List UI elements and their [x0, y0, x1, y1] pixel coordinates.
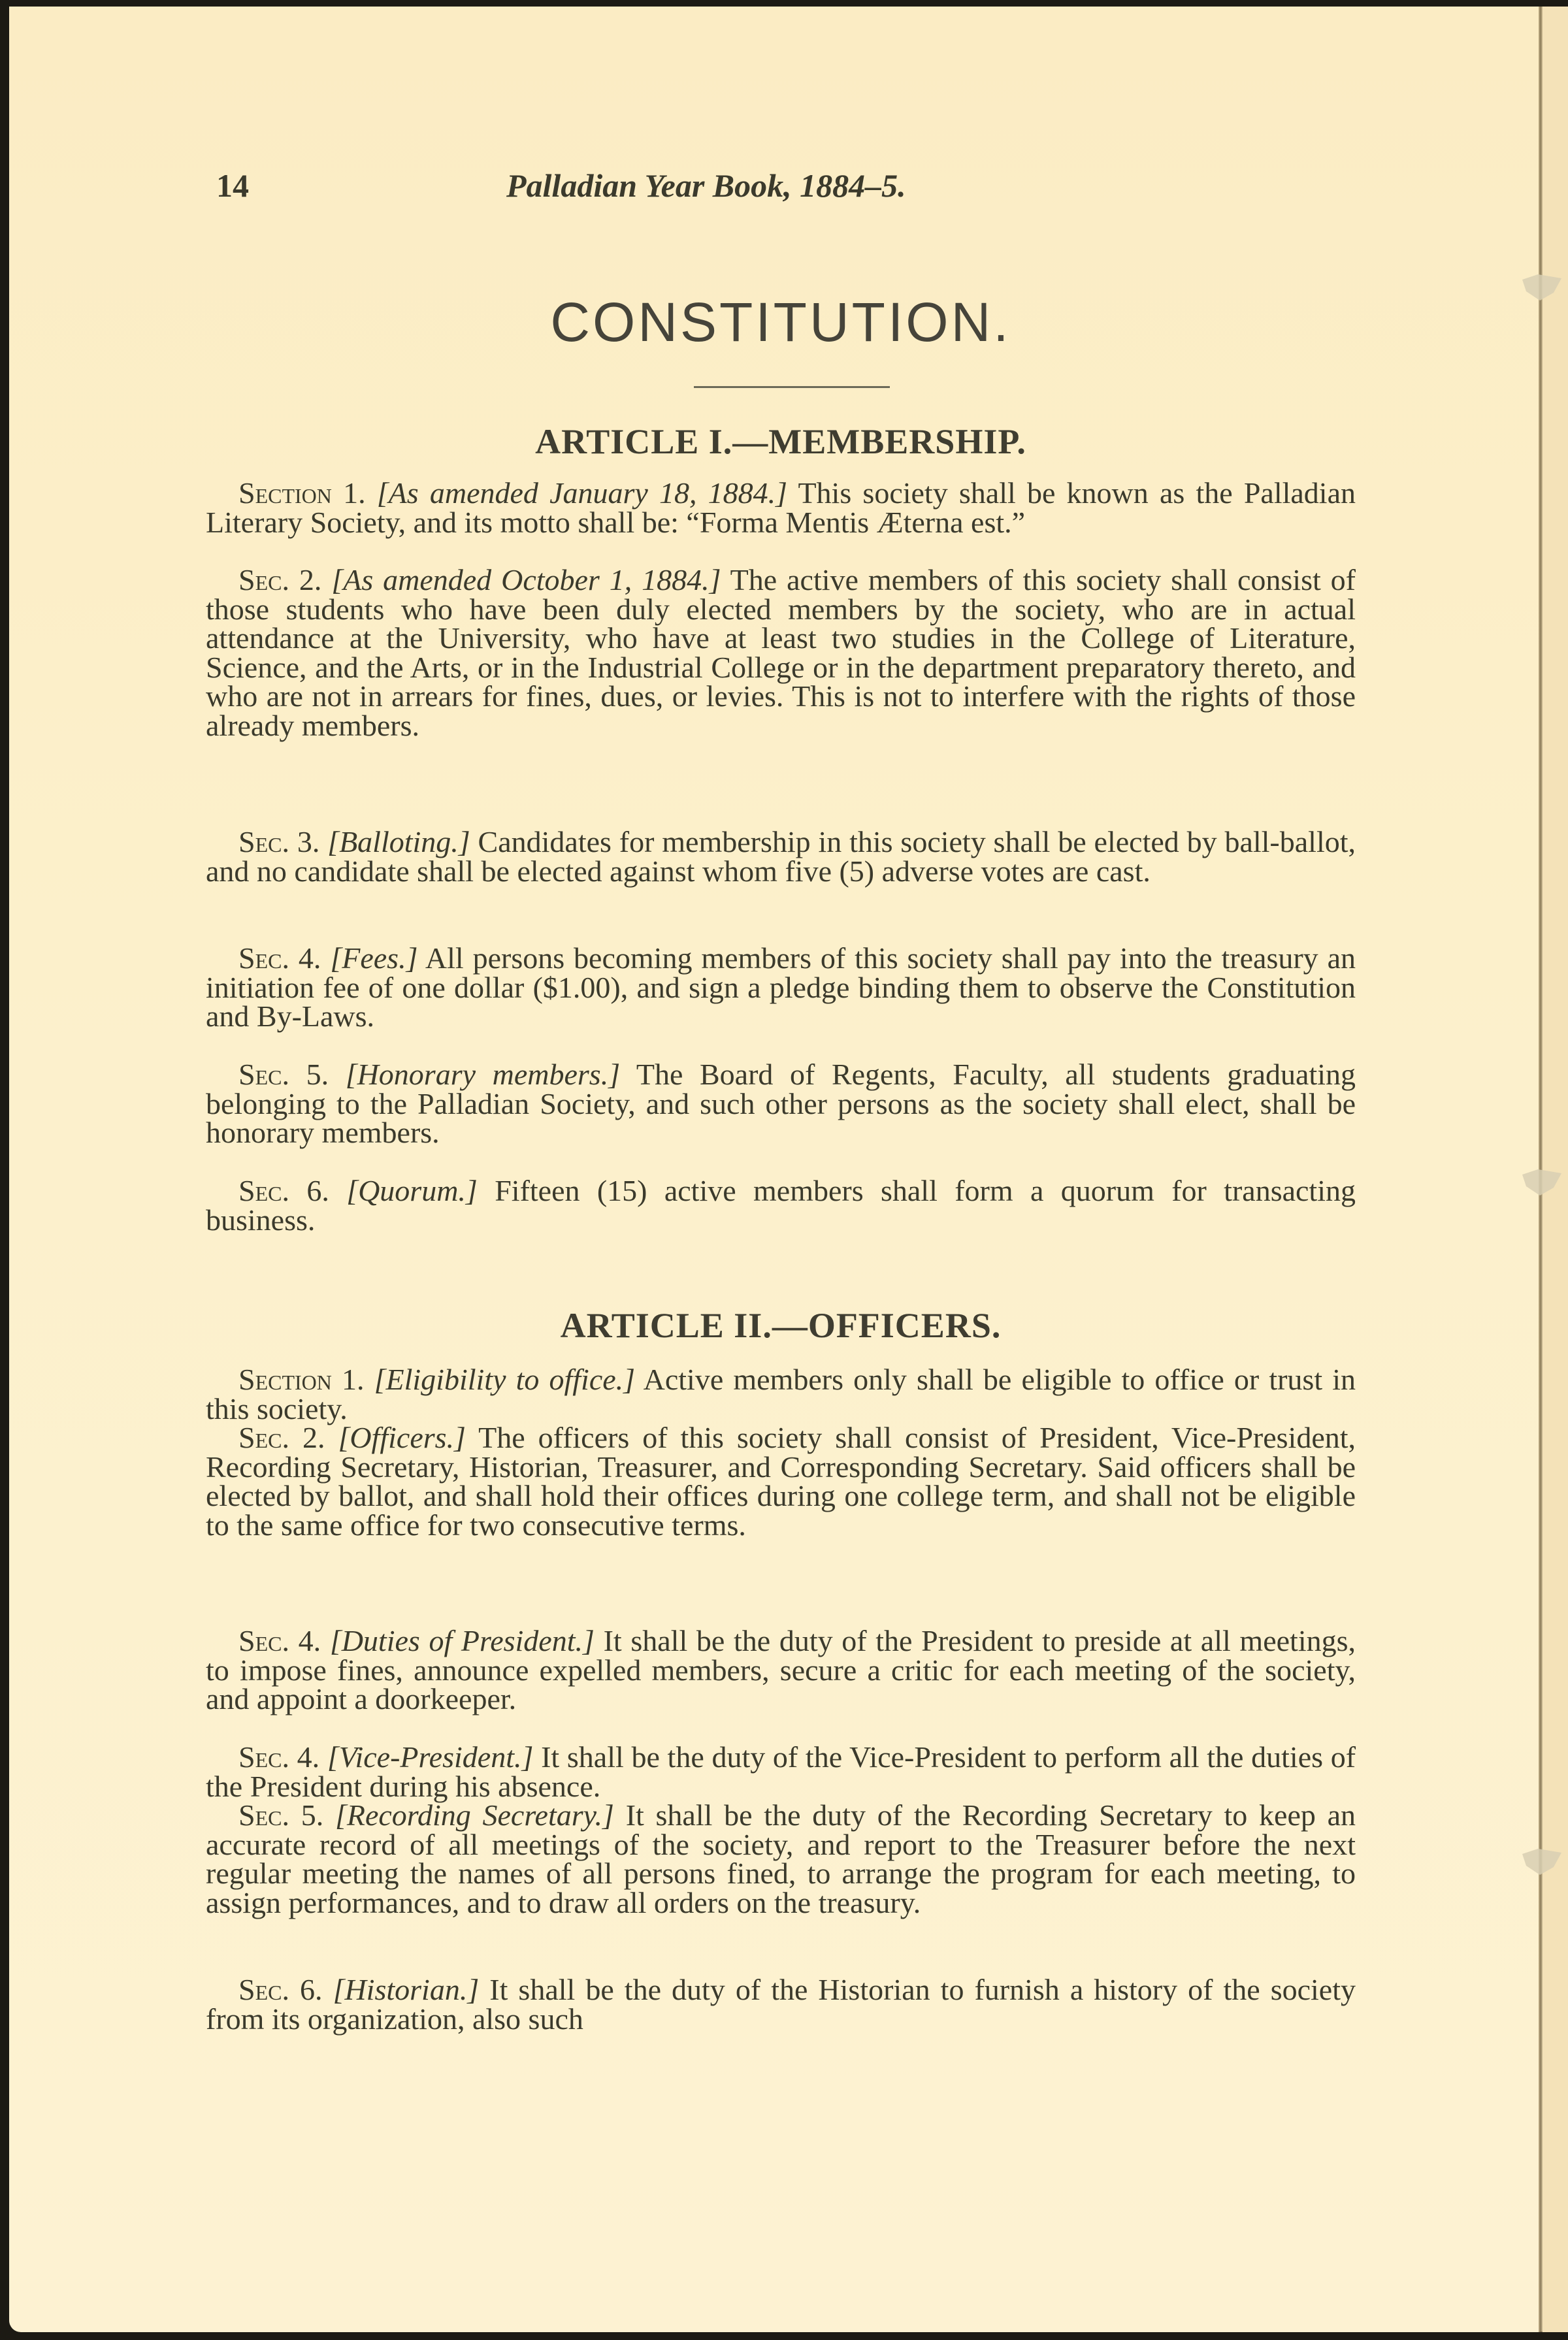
section-text: It shall be the duty of the President to preside at all meetings, to impose fines, announce expelled members, secure a critic for each meeting of the society, and appoint a doorkeeper. — [206, 1624, 1356, 1715]
section-note: [Fees.] — [330, 941, 418, 975]
section-text: It shall be the duty of the Historian to furnish a history of the society from its organization, also such — [206, 1973, 1356, 2036]
article-1-section-2 — [206, 563, 1356, 742]
article-2-section-4-president — [206, 1624, 1356, 1715]
running-title: Palladian Year Book, 1884–5. — [506, 167, 906, 204]
document-title: CONSTITUTION. — [550, 291, 1011, 353]
section-note: [Quorum.] — [346, 1174, 478, 1207]
article-1-section-5 — [206, 1060, 1356, 1148]
title-rule — [694, 386, 890, 388]
article-2-section-1 — [206, 1365, 1356, 1423]
section-text: Active members only shall be eligible to office or trust in this society. — [206, 1363, 1356, 1425]
section-text: The officers of this society shall consist of President, Vice-President, Recording Secretary, Historian, Treasurer, and Corresponding Secretary. Said officers shall be elected by ballot, and shall hold their offices during one college term, and shall not be eligible to the same office for two consecutive terms. — [206, 1421, 1356, 1542]
section-note: [Eligibility to office.] — [374, 1363, 636, 1396]
article-1-section-4 — [206, 941, 1356, 1033]
section-label: Section 1. — [238, 1363, 365, 1396]
section-note: [Vice-President.] — [327, 1740, 534, 1774]
article-1-section-6 — [206, 1174, 1356, 1237]
section-text: It shall be the duty of the Vice-President to perform all the duties of the President during his absence. — [206, 1740, 1356, 1803]
section-note: [As amended October 1, 1884.] — [331, 563, 721, 596]
section-text: Fifteen (15) active members shall form a quorum for transacting business. — [206, 1174, 1356, 1237]
article-2-section-4-vice-president — [206, 1740, 1356, 1803]
section-text: Candidates for membership in this society shall be elected by ball-ballot, and no candidate shall be elected against whom five (5) adverse votes are cast. — [206, 825, 1356, 888]
section-note: [Officers.] — [338, 1421, 466, 1454]
section-text: It shall be the duty of the Recording Secretary to keep an accurate record of all meetings of the society, and report to the Treasurer before the next regular meeting the names of all persons fined, to arrange the program for each meeting, to assign performances, and to draw all orders on the treasury. — [206, 1798, 1356, 1919]
section-label: Sec. 2. — [238, 1421, 325, 1454]
section-label: Section 1. — [238, 476, 366, 510]
section-note: [Balloting.] — [327, 825, 470, 858]
article-heading: ARTICLE II.—OFFICERS. — [560, 1306, 1002, 1345]
section-note: [Honorary members.] — [345, 1058, 621, 1091]
section-label: Sec. 4. — [238, 941, 321, 975]
article-heading: ARTICLE I.—MEMBERSHIP. — [535, 422, 1026, 461]
section-note: [As amended January 18, 1884.] — [376, 476, 788, 510]
section-label: Sec. 6. — [238, 1973, 323, 2006]
section-label: Sec. 5. — [238, 1058, 329, 1091]
section-label: Sec. 3. — [238, 825, 320, 858]
facing-page-edge — [1543, 7, 1568, 2332]
section-note: [Duties of President.] — [329, 1624, 595, 1657]
article-1-section-3 — [206, 825, 1356, 888]
section-label: Sec. 4. — [238, 1740, 320, 1774]
section-label: Sec. 4. — [238, 1624, 321, 1657]
section-text: The active members of this society shall consist of those students who have been duly elected members by the society, who are in actual attendance at the University, who have at least two studies in the College of Literature, Science, and the Arts, or in the Industrial College or in the department preparatory thereto, and who are not in arrears for fines, dues, or levies. This is not to interfere with the rights of those already members. — [206, 563, 1356, 742]
section-text: All persons becoming members of this society shall pay into the treasury an initiation fee of one dollar ($1.00), and sign a pledge binding them to observe the Constitution and By-Laws. — [206, 941, 1356, 1033]
page-number: 14 — [216, 167, 249, 204]
running-head — [206, 167, 1356, 206]
section-text: The Board of Regents, Faculty, all students graduating belonging to the Palladian Society, and such other persons as the society shall elect, shall be honorary members. — [206, 1058, 1356, 1149]
article-2-section-5 — [206, 1798, 1356, 1919]
article-2-section-6 — [206, 1975, 1356, 2034]
section-label: Sec. 2. — [238, 563, 322, 596]
section-label: Sec. 6. — [238, 1174, 329, 1207]
section-label: Sec. 5. — [238, 1798, 324, 1832]
article-2-section-2 — [206, 1423, 1356, 1540]
section-note: [Historian.] — [333, 1973, 480, 2006]
section-note: [Recording Secretary.] — [335, 1798, 614, 1832]
article-1-section-1 — [206, 476, 1356, 539]
section-text: This society shall be known as the Palladian Literary Society, and its motto shall be: “Forma Mentis Æterna est.” — [206, 476, 1356, 539]
